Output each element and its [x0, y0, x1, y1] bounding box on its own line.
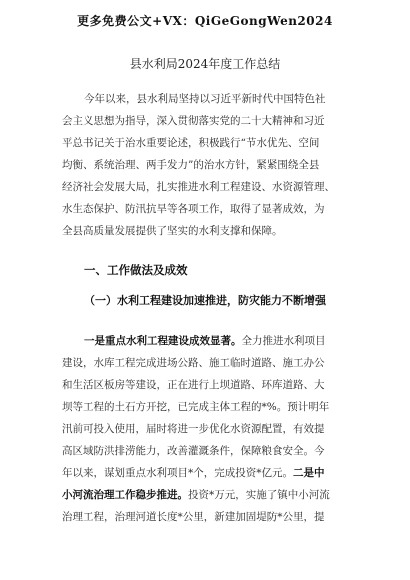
lead-text: 全力推进水利项目 [241, 335, 326, 347]
body-line [62, 330, 350, 352]
promo-banner: 更多免费公文+VX：QiGeGongWen2024 [77, 14, 333, 28]
intro-line: 全县高质量发展提供了坚实的水利支撑和保障。 [62, 225, 283, 237]
body-line: 汛前可投入使用，届时将进一步优化水资源配置，有效提 [62, 423, 325, 435]
intro-line: 会主义思想为指导，深入贯彻落实党的二十大精神和习近 [62, 115, 325, 127]
intro-line: 今年以来，县水利局坚持以习近平新时代中国特色社 [84, 93, 326, 105]
body-line: 高区域防洪排涝能力，改善灌溉条件，保障粮食安全。今 [62, 445, 325, 457]
intro-line: 均衡、系统治理、两手发力”的治水方针，紧紧围绕全县 [62, 159, 320, 171]
body-line: 建设，水库工程完成进场公路、施工临时道路、施工办公 [62, 357, 325, 369]
document-title: 县水利局2024年度工作总结 [129, 57, 281, 71]
section-heading: 一、工作做法及成效 [84, 263, 188, 277]
body-line: 坝等工程的土石方开挖，已完成主体工程的*%。预计明年 [62, 401, 330, 413]
body-line [62, 484, 350, 506]
bold-text: 二是中 [293, 467, 325, 479]
body-text: 投资*万元，实施了镇中小河流 [188, 489, 330, 501]
body-line: 治理工程，治理河道长度*公里，新建加固堤防*公里，提 [62, 511, 325, 523]
bold-text: 小河流治理工作稳步推进。 [62, 489, 188, 501]
intro-line: 经济社会发展大局，扎实推进水利工程建设、水资源管理、 [62, 181, 335, 193]
lead-bold-text: 一是重点水利工程建设成效显著。 [84, 335, 242, 347]
body-text: 年以来，谋划重点水利项目*个，完成投资*亿元。 [62, 467, 293, 479]
body-line [62, 462, 350, 484]
body-paragraph [62, 330, 350, 528]
body-line: 和生活区板房等建设，正在进行上坝道路、环库道路、大 [62, 379, 325, 391]
intro-line: 平总书记关于治水重要论述，积极践行“节水优先、空间 [62, 137, 320, 149]
intro-paragraph [62, 88, 350, 242]
intro-line: 水生态保护、防汛抗旱等各项工作，取得了显著成效，为 [62, 203, 325, 215]
subsection-heading: （一）水利工程建设加速推进，防灾能力不断增强 [84, 294, 326, 307]
